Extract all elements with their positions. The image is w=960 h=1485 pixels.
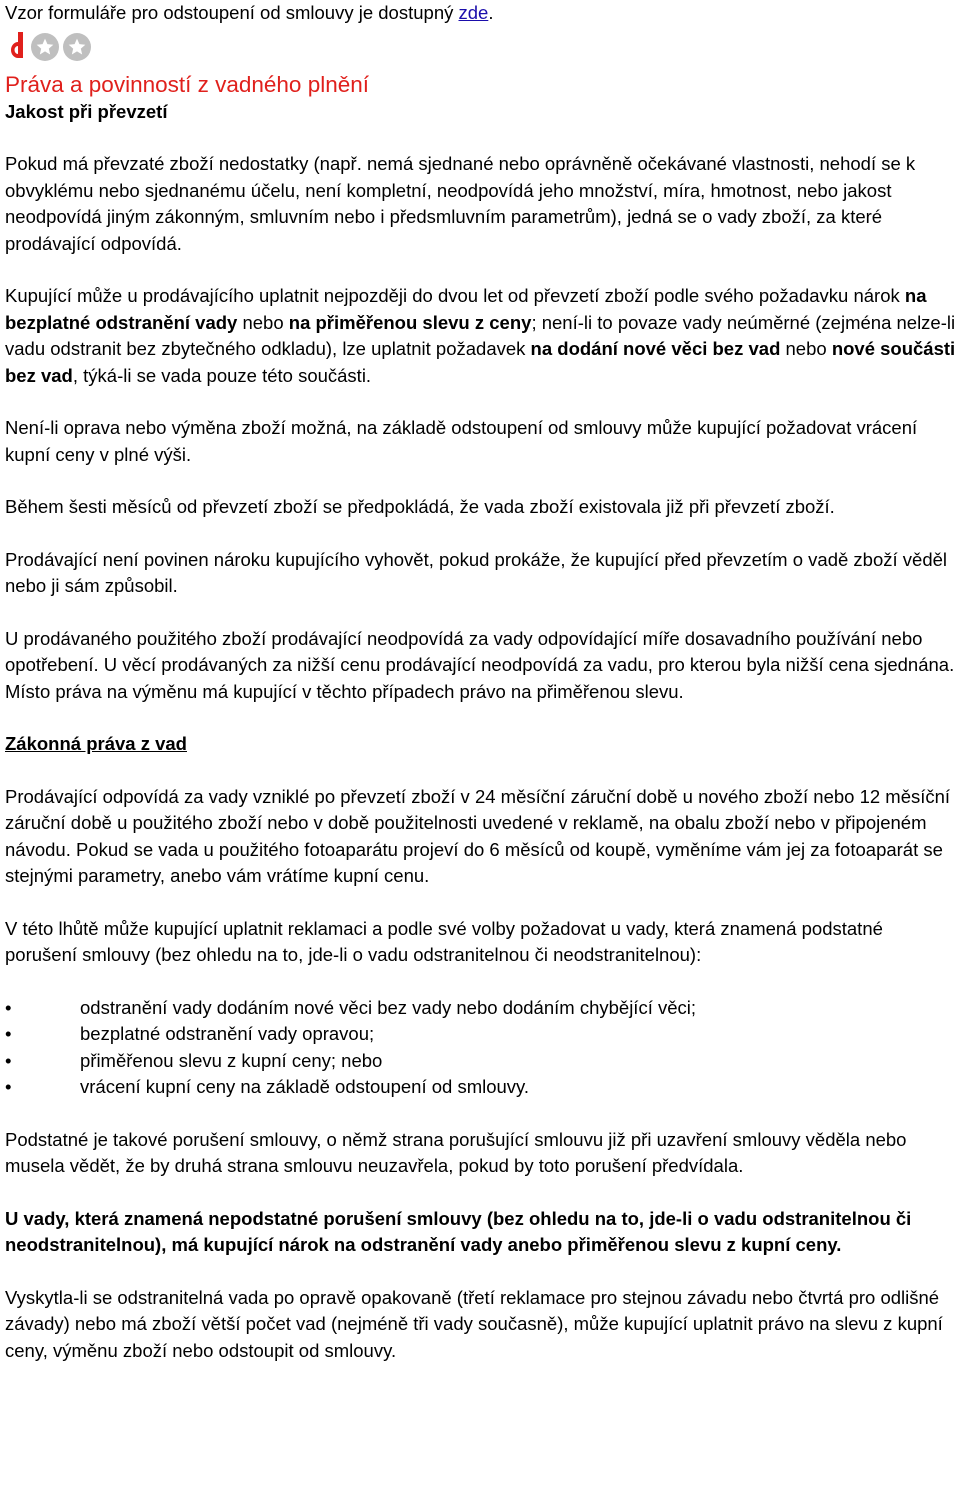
sub-title: Jakost při převzetí bbox=[5, 100, 168, 122]
paragraph-complaint: V této lhůtě může kupující uplatnit reklamaci a podle své volby požadovat u vady, která znamená podstatné porušení smlouvy (bez ohledu na to, jde-li o vadu odstranitelnou či neodstranitelnou): bbox=[5, 917, 883, 965]
d-logo-icon bbox=[5, 32, 27, 62]
star-icon bbox=[63, 33, 91, 61]
paragraph-warranty: Prodávající odpovídá za vady vzniklé po převzetí zboží v 24 měsíční záruční době u nového zboží nebo 12 měsíční záruční době u použitého zboží nebo v době použitelnosti uvedené v reklamě, na obalu zboží nebo v připojeném návodu. Pokud se vada u použitého fotoaparátu projeví do 6 měsíců od koupě, vyměníme vám jej za fotoaparát se stejnými parametry, anebo vám vrátíme kupní cenu. bbox=[5, 785, 951, 886]
paragraph-refund: Není-li oprava nebo výměna zboží možná, na základě odstoupení od smlouvy může kupující požadovat vrácení kupní ceny v plné výši. bbox=[5, 417, 918, 465]
list-item: • odstranění vady dodáním nové věci bez vady nebo dodáním chybějící věci; bbox=[5, 996, 697, 1018]
section-title: Práva a povinností z vadného plnění bbox=[5, 71, 369, 97]
intro-line: Vzor formuláře pro odstoupení od smlouvy je dostupný zde. bbox=[5, 2, 494, 23]
paragraph-defects: Pokud má převzaté zboží nedostatky (např. nemá sjednané nebo oprávněně očekávané vlastnosti, nehodí se k obvyklému nebo sjednanému účelu, není kompletní, neodpovídá jeho množství, míra, hmotnost, nebo jakost neodpovídá jiným zákonným, smluvním nebo i předsmluvním parametrům), jedná se o vady zboží, za které prodávající odpovídá. bbox=[5, 153, 916, 254]
list-item: • bezplatné odstranění vady opravou; bbox=[5, 1023, 375, 1044]
remedies-list bbox=[5, 995, 960, 1101]
document-page bbox=[5, 0, 960, 1364]
form-link[interactable]: zde bbox=[458, 2, 489, 23]
paragraph-claims: Kupující může u prodávajícího uplatnit nejpozději do dvou let od převzetí zboží podle svého požadavku nárok na bezplatné odstranění vady nebo na přiměřenou slevu z ceny; není-li to povaze vady neúměrné (zejména nelze-li vadu odstranit bez zbytečného odkladu), lze uplatnit požadavek na dodání nové věci bez vad nebo nové součásti bez vad, týká-li se vada pouze této součásti. bbox=[5, 285, 956, 386]
paragraph-repeated-defect: Vyskytla-li se odstranitelná vada po opravě opakovaně (třetí reklamace pro stejnou závadu nebo čtvrtá pro odlišné závady) nebo má zboží větší počet vad (nejméně tři vady současně), může kupující uplatnit právo na slevu z kupní ceny, výměnu zboží nebo odstoupit od smlouvy. bbox=[5, 1286, 943, 1361]
paragraph-six-months: Během šesti měsíců od převzetí zboží se předpokládá, že vada zboží existovala již při převzetí zboží. bbox=[5, 496, 835, 517]
star-icon bbox=[31, 33, 59, 61]
heading-legal-rights: Zákonná práva z vad bbox=[5, 733, 187, 754]
paragraph-used-goods: U prodávaného použitého zboží prodávající neodpovídá za vady odpovídající míře dosavadního používání nebo opotřebení. U věcí prodávaných za nižší cenu prodávající neodpovídá za vadu, pro kterou byla nižší cena sjednána. Místo práva na výměnu má kupující v těchto případech právo na přiměřenou slevu. bbox=[5, 627, 955, 702]
rating-logo bbox=[5, 29, 960, 65]
paragraph-minor-breach: U vady, která znamená nepodstatné porušení smlouvy (bez ohledu na to, jde-li o vadu odstranitelnou či neodstranitelnou), má kupující nárok na odstranění vady anebo přiměřenou slevu z kupní ceny. bbox=[5, 1207, 912, 1255]
list-item: • vrácení kupní ceny na základě odstoupení od smlouvy. bbox=[5, 1076, 530, 1097]
list-item: • přiměřenou slevu z kupní ceny; nebo bbox=[5, 1049, 383, 1071]
paragraph-substantial-breach: Podstatné je takové porušení smlouvy, o němž strana porušující smlouvu již při uzavření smlouvy věděla nebo musela vědět, že by druhá strana smlouvu neuzavřela, pokud by toto porušení předvídala. bbox=[5, 1128, 907, 1176]
paragraph-seller-exempt: Prodávající není povinen nároku kupujícího vyhovět, pokud prokáže, že kupující před převzetím o vadě zboží věděl nebo ji sám způsobil. bbox=[5, 548, 948, 596]
